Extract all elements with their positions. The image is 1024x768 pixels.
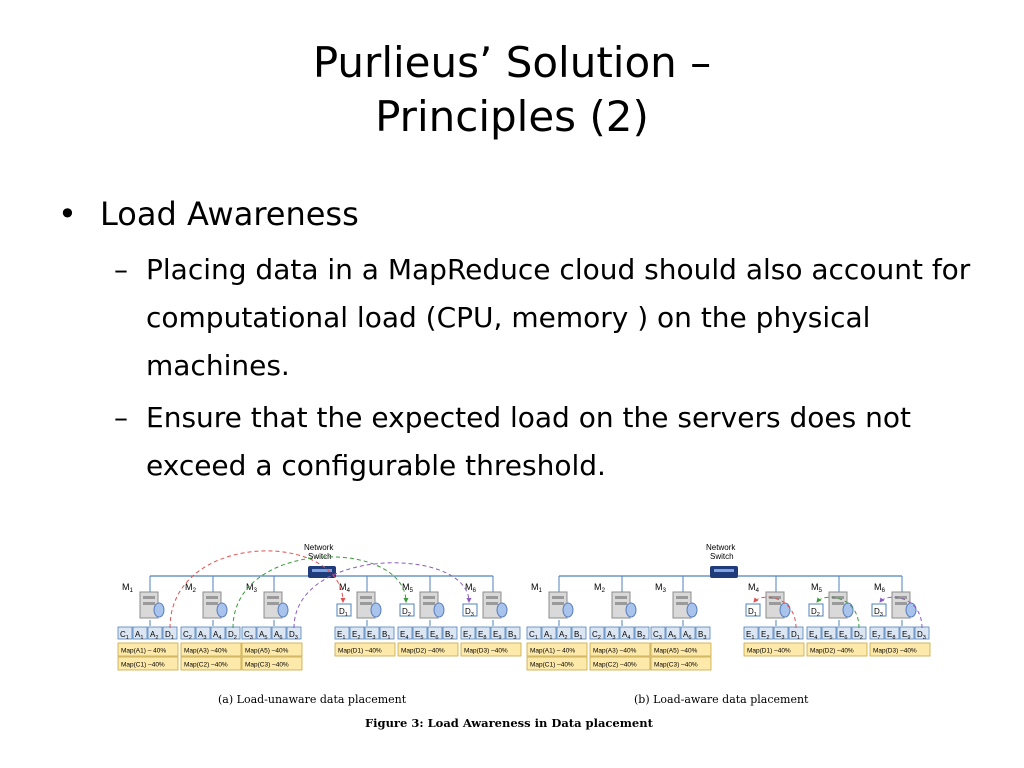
data-block-label: $E_5$ xyxy=(824,630,833,641)
server-slot xyxy=(676,596,688,599)
server-slot xyxy=(267,596,279,599)
disk-icon xyxy=(371,603,381,617)
network-switch-icon xyxy=(308,566,336,578)
map-task-label: Map(D2) –40% xyxy=(401,647,445,655)
remote-disk-label: $D_3$ xyxy=(465,607,474,618)
figure-diagram xyxy=(0,540,1024,740)
panel-b-caption: (b) Load-aware data placement xyxy=(634,693,809,706)
map-task-label: Map(A5) –40% xyxy=(654,647,698,655)
data-block-label: $C_3$ xyxy=(653,630,662,641)
data-block-label: $E_4$ xyxy=(400,630,409,641)
data-block-label: $A_2$ xyxy=(150,630,159,641)
switch-label-line1: Network xyxy=(304,543,334,552)
server-slot xyxy=(360,596,372,599)
slide-title-line1: Purlieus’ Solution – xyxy=(312,38,712,87)
disk-icon xyxy=(154,603,164,617)
server-slot xyxy=(832,602,844,605)
server-slot xyxy=(615,602,627,605)
server-icon xyxy=(549,592,573,618)
machine-label-m5: $M_5$ xyxy=(811,582,823,594)
server-icon xyxy=(612,592,636,618)
figure-caption: Figure 3: Load Awareness in Data placement xyxy=(365,716,653,730)
map-task-label: Map(C3) –40% xyxy=(245,661,289,669)
server-icon xyxy=(829,592,853,618)
data-block-label: $C_2$ xyxy=(592,630,601,641)
data-block-label: $A_6$ xyxy=(683,630,692,641)
slide-title xyxy=(0,36,1024,144)
machine-label-m6: $M_6$ xyxy=(874,582,886,594)
machine-label-m5: $M_5$ xyxy=(402,582,414,594)
server-slot xyxy=(267,602,279,605)
server-icon xyxy=(673,592,697,618)
server-icon xyxy=(766,592,790,618)
data-block-label: $B_1$ xyxy=(382,630,391,641)
data-block-label: $D_2$ xyxy=(854,630,863,641)
data-block-label: $D_1$ xyxy=(165,630,174,641)
server-icon xyxy=(264,592,288,618)
data-block-label: $E_6$ xyxy=(430,630,439,641)
machine-label-m1: $M_1$ xyxy=(531,582,543,594)
data-block-label: $A_4$ xyxy=(622,630,631,641)
data-block-label: $E_1$ xyxy=(746,630,755,641)
disk-icon xyxy=(906,603,916,617)
data-block-label: $A_4$ xyxy=(213,630,222,641)
data-block-label: $E_2$ xyxy=(761,630,770,641)
data-block-label: $A_3$ xyxy=(607,630,616,641)
data-block-label: $E_2$ xyxy=(352,630,361,641)
data-block-label: $E_4$ xyxy=(809,630,818,641)
map-task-label: Map(A1) – 40% xyxy=(530,647,576,655)
data-block-label: $C_1$ xyxy=(529,630,538,641)
server-icon xyxy=(357,592,381,618)
remote-disk-label: $D_2$ xyxy=(402,607,411,618)
map-task-label: Map(C2) –40% xyxy=(184,661,228,669)
data-block-label: $E_3$ xyxy=(776,630,785,641)
map-task-label: Map(D2) –40% xyxy=(810,647,854,655)
data-block-label: $D_3$ xyxy=(289,630,298,641)
data-block-label: $E_8$ xyxy=(478,630,487,641)
data-block-label: $E_7$ xyxy=(872,630,881,641)
machine-label-m3: $M_3$ xyxy=(655,582,667,594)
disk-icon xyxy=(217,603,227,617)
server-slot xyxy=(423,596,435,599)
subbullet-2 xyxy=(58,394,988,490)
panel-a-caption: (a) Load-unaware data placement xyxy=(218,693,407,706)
subbullet-2-text: Ensure that the expected load on the servers does not exceed a configurable threshold. xyxy=(146,401,911,482)
data-block-label: $A_5$ xyxy=(259,630,268,641)
switch-label-line1: Network xyxy=(706,543,736,552)
server-slot xyxy=(895,602,907,605)
data-block-label: $B_1$ xyxy=(574,630,583,641)
data-block-label: $D_3$ xyxy=(917,630,926,641)
bullet-text: Load Awareness xyxy=(100,195,359,233)
server-icon xyxy=(483,592,507,618)
data-block-label: $E_3$ xyxy=(367,630,376,641)
server-slot xyxy=(423,602,435,605)
network-switch-icon xyxy=(710,566,738,578)
data-block-label: $C_1$ xyxy=(120,630,129,641)
data-block-label: $C_2$ xyxy=(183,630,192,641)
map-task-label: Map(C3) –40% xyxy=(654,661,698,669)
disk-icon xyxy=(497,603,507,617)
map-task-label: Map(C2) –40% xyxy=(593,661,637,669)
map-task-label: Map(A5) –40% xyxy=(245,647,289,655)
server-icon xyxy=(203,592,227,618)
disk-icon xyxy=(626,603,636,617)
server-slot xyxy=(676,602,688,605)
map-task-label: Map(A3) –40% xyxy=(184,647,228,655)
map-task-label: Map(A1) – 40% xyxy=(121,647,167,655)
data-block-label: $B_2$ xyxy=(445,630,454,641)
remote-disk-label: $D_1$ xyxy=(748,607,757,618)
data-block-label: $E_5$ xyxy=(415,630,424,641)
remote-disk-label: $D_3$ xyxy=(874,607,883,618)
data-block-label: $E_9$ xyxy=(493,630,502,641)
disk-icon xyxy=(278,603,288,617)
subbullet-1 xyxy=(58,246,988,390)
data-block-label: $C_3$ xyxy=(244,630,253,641)
remote-disk-label: $D_2$ xyxy=(811,607,820,618)
machine-label-m2: $M_2$ xyxy=(594,582,606,594)
data-block-label: $E_9$ xyxy=(902,630,911,641)
data-block-label: $E_1$ xyxy=(337,630,346,641)
data-block-label: $E_8$ xyxy=(887,630,896,641)
machine-label-m2: $M_2$ xyxy=(185,582,197,594)
server-icon xyxy=(420,592,444,618)
dash-marker: – xyxy=(114,401,128,434)
slide-title-line2: Principles (2) xyxy=(375,92,649,141)
map-task-label: Map(C1) –40% xyxy=(530,661,574,669)
data-block-label: $B_3$ xyxy=(698,630,707,641)
data-block-label: $A_1$ xyxy=(544,630,553,641)
machine-label-m1: $M_1$ xyxy=(122,582,134,594)
switch-ports xyxy=(714,569,734,572)
server-slot xyxy=(143,602,155,605)
data-block-label: $B_2$ xyxy=(637,630,646,641)
map-task-label: Map(C1) –40% xyxy=(121,661,165,669)
server-slot xyxy=(769,602,781,605)
machine-label-m4: $M_4$ xyxy=(339,582,351,594)
data-block-label: $E_7$ xyxy=(463,630,472,641)
map-task-label: Map(A3) –40% xyxy=(593,647,637,655)
remote-disk-label: $D_1$ xyxy=(339,607,348,618)
subbullet-1-text: Placing data in a MapReduce cloud should also account for computational load (CPU, memory ) on the physical machines. xyxy=(146,253,971,382)
server-slot xyxy=(486,596,498,599)
data-block-label: $A_3$ xyxy=(198,630,207,641)
machine-label-m4: $M_4$ xyxy=(748,582,760,594)
data-block-label: $E_6$ xyxy=(839,630,848,641)
disk-icon xyxy=(687,603,697,617)
map-task-label: Map(D3) –40% xyxy=(873,647,917,655)
map-task-label: Map(D1) –40% xyxy=(747,647,791,655)
map-task-label: Map(D1) –40% xyxy=(338,647,382,655)
data-block-label: $A_5$ xyxy=(668,630,677,641)
server-slot xyxy=(143,596,155,599)
server-slot xyxy=(552,602,564,605)
server-slot xyxy=(206,596,218,599)
server-slot xyxy=(552,596,564,599)
server-slot xyxy=(360,602,372,605)
server-slot xyxy=(206,602,218,605)
data-block-label: $A_1$ xyxy=(135,630,144,641)
bullet-load-awareness xyxy=(58,192,988,236)
switch-label-line2: Switch xyxy=(308,552,332,561)
server-icon xyxy=(140,592,164,618)
server-slot xyxy=(615,596,627,599)
disk-icon xyxy=(434,603,444,617)
server-icon xyxy=(892,592,916,618)
figure-load-awareness xyxy=(0,540,1024,740)
dash-marker: – xyxy=(114,253,128,286)
bullet-marker: • xyxy=(58,195,77,233)
data-block-label: $A_6$ xyxy=(274,630,283,641)
data-block-label: $D_2$ xyxy=(228,630,237,641)
disk-icon xyxy=(563,603,573,617)
map-task-label: Map(D3) –40% xyxy=(464,647,508,655)
disk-icon xyxy=(780,603,790,617)
data-block-label: $D_1$ xyxy=(791,630,800,641)
machine-label-m6: $M_6$ xyxy=(465,582,477,594)
switch-label-line2: Switch xyxy=(710,552,734,561)
data-block-label: $A_2$ xyxy=(559,630,568,641)
bullet-list xyxy=(58,192,988,490)
server-slot xyxy=(486,602,498,605)
disk-icon xyxy=(843,603,853,617)
machine-label-m3: $M_3$ xyxy=(246,582,258,594)
data-block-label: $B_3$ xyxy=(508,630,517,641)
